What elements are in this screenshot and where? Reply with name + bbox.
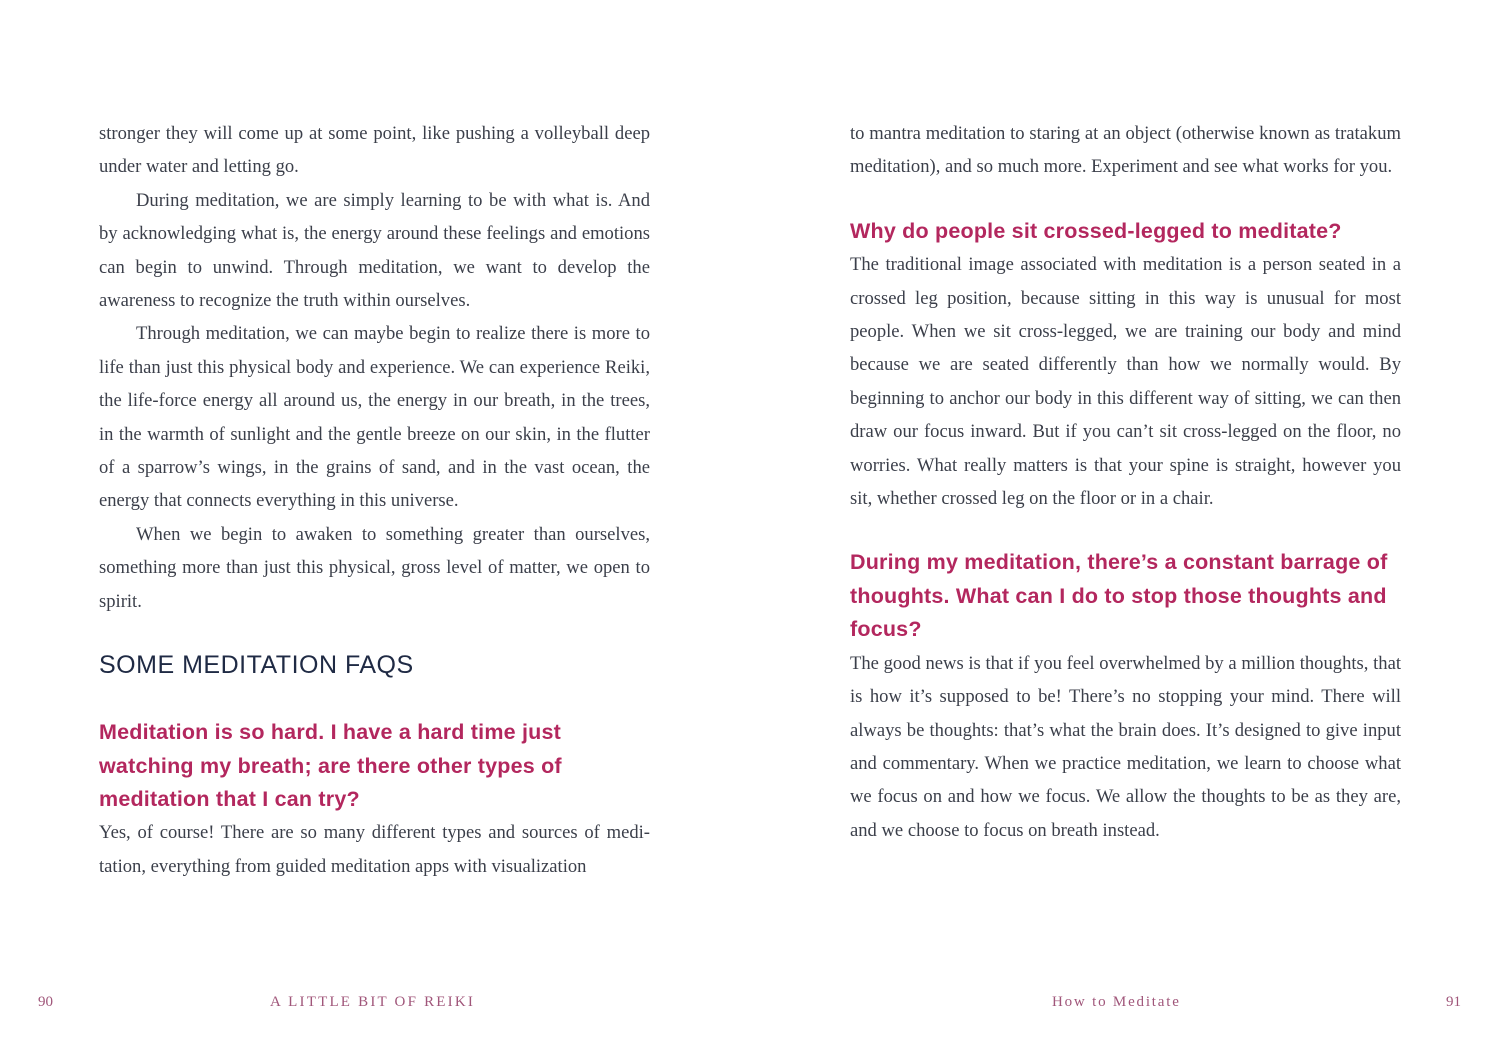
section-heading: SOME MEDITATION FAQS [99,651,414,680]
running-head: How to Meditate [1052,994,1181,1010]
paragraph: When we begin to awaken to something greater than ourselves, something more than just this physical, gross level of matter, we open to spirit. [99,523,650,612]
left-page-column [99,117,650,883]
right-page [750,0,1500,1050]
running-head: A LITTLE BIT OF REIKI [270,994,476,1010]
faq-answer: Yes, of course! There are so many different types and sources of meditation, everything from guided meditation apps with visualization [99,822,650,877]
faq-question: Meditation is so hard. I have a hard time just watching my breath; are there other types of meditation that I can try? [99,720,562,811]
faq-answer: The traditional image associated with meditation is a person seated in a crossed leg position, because sitting in this way is unusual for most people. When we sit cross-legged, we are training our body and mind because we are seated differently than how we normally would. By beginning to anchor our body in this different way of sitting, we can then draw our focus inward. But if you can’t sit cross-legged on the floor, no worries. What really matters is that your spine is straight, however you sit, whether crossed leg on the floor or in a chair. [850,254,1401,510]
page-number: 91 [1446,994,1461,1010]
paragraph: stronger they will come up at some point, like pushing a volleyball deep under water and letting go. [99,123,650,178]
paragraph: Through meditation, we can maybe begin to realize there is more to life than just this physical body and experience. We can experience Reiki, the life-force energy all around us, the energy in our breath, in the trees, in the warmth of sunlight and the gentle breeze on our skin, in the flutter of a sparrow’s wings, in the grains of sand, and in the vast ocean, the energy that connects everything in this universe. [99,323,650,512]
faq-question: Why do people sit crossed-legged to meditate? [850,218,1342,243]
faq-answer: The good news is that if you feel overwhelmed by a million thoughts, that is how it’s supposed to be! There’s no stopping your mind. There will always be thoughts: that’s what the brain does. It’s designed to give input and commentary. When we practice meditation, we learn to choose what we focus on and how we focus. We allow the thoughts to be as they are, and we choose to focus on breath instead. [850,652,1401,841]
faq-question: During my meditation, there’s a constant barrage of thoughts. What can I do to stop those thoughts and focus? [850,550,1388,642]
paragraph: During meditation, we are simply learning to be with what is. And by acknowledging what is, the energy around these feelings and emotions can begin to unwind. Through meditation, we want to develop the awareness to recognize the truth within ourselves. [99,189,650,312]
page-number: 90 [38,994,53,1010]
right-page-column [850,117,1401,847]
faq-answer-continued: to mantra meditation to staring at an object (otherwise known as tratakum meditation), and so much more. Experiment and see what works for you. [850,123,1401,178]
